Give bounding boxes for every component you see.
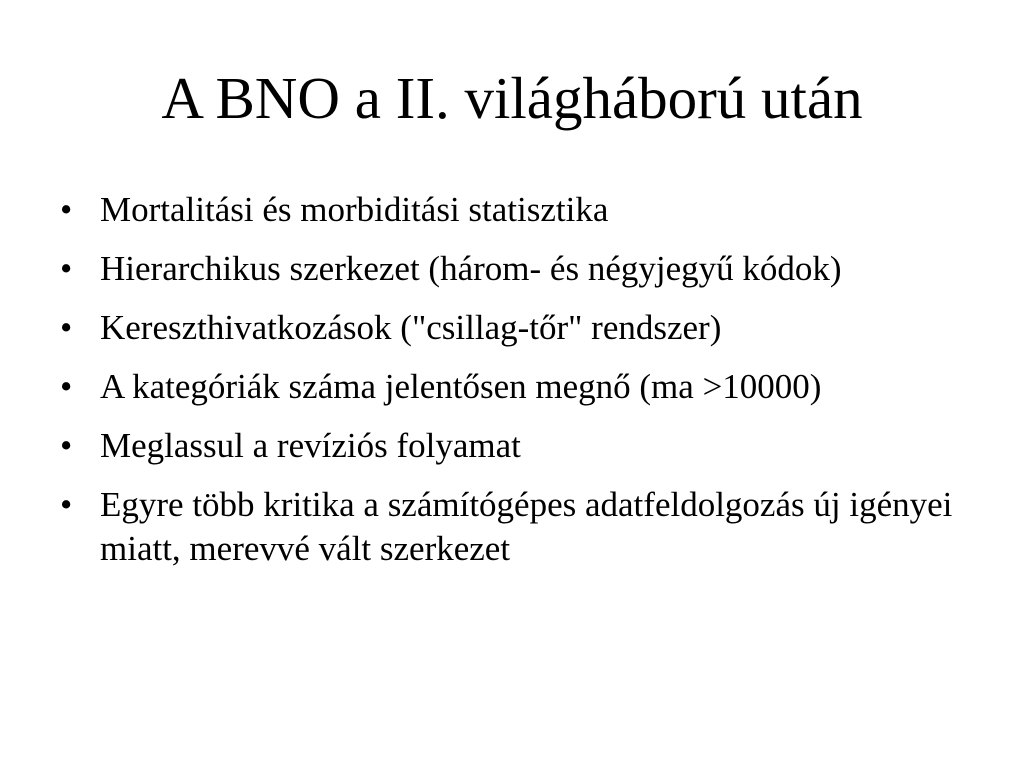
- bullet-text: Egyre több kritika a számítógépes adatfeldolgozás új igényei miatt, merevvé vált szerkezet: [100, 485, 953, 568]
- bullet-list: [60, 188, 980, 586]
- bullet-icon: •: [60, 426, 73, 465]
- bullet-icon: •: [60, 249, 73, 288]
- bullet-text: Mortalitási és morbiditási statisztika: [100, 190, 609, 229]
- bullet-item: [60, 483, 980, 571]
- bullet-text: Meglassul a revíziós folyamat: [100, 426, 521, 465]
- bullet-item: [60, 247, 980, 291]
- bullet-text: Kereszthivatkozások ("csillag-tőr" rendszer): [100, 308, 722, 347]
- bullet-text: Hierarchikus szerkezet (három- és négyjegyű kódok): [100, 249, 842, 288]
- bullet-item: [60, 424, 980, 468]
- bullet-text: A kategóriák száma jelentősen megnő (ma >10000): [100, 367, 822, 406]
- bullet-icon: •: [60, 308, 73, 347]
- bullet-item: [60, 306, 980, 350]
- slide-title: A BNO a II. világháború után: [161, 65, 863, 131]
- bullet-icon: •: [60, 190, 73, 229]
- bullet-icon: •: [60, 367, 73, 406]
- bullet-item: [60, 365, 980, 409]
- bullet-item: [60, 188, 980, 232]
- bullet-icon: •: [60, 485, 73, 524]
